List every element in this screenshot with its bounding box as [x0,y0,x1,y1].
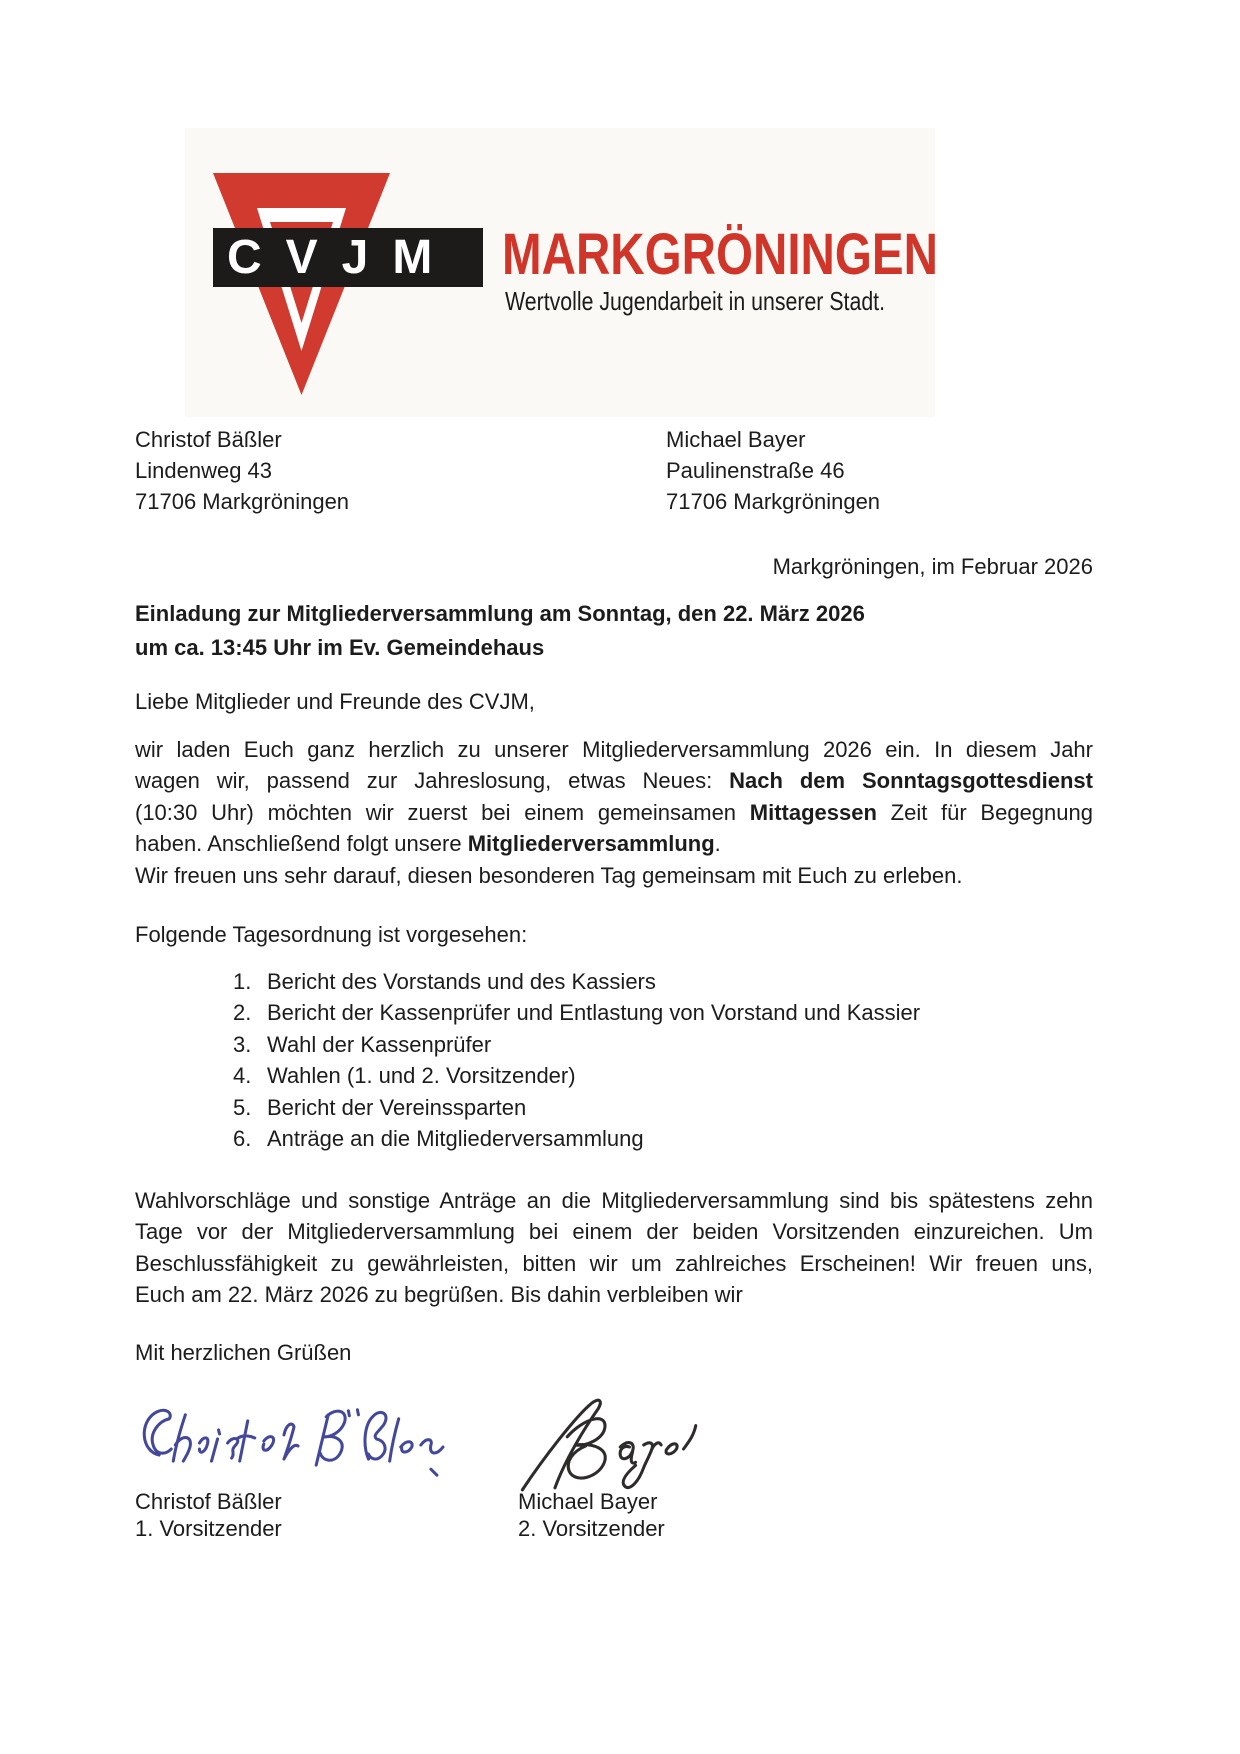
cvjm-logo [185,128,938,417]
agenda-item-text: Wahl der Kassenprüfer [267,1031,492,1057]
intro-line: (10:30 Uhr) möchten wir zuerst bei einem gemeinsamen Mittagessen Zeit für Begegnung [135,799,1093,825]
agenda-list [233,966,920,1154]
sender-address-2 [666,424,880,517]
signer-1-role: 1. Vorsitzender [135,1516,282,1541]
salutation: Liebe Mitglieder und Freunde des CVJM, [135,689,535,714]
intro-line: Wir freuen uns sehr darauf, diesen besonderen Tag gemeinsam mit Euch zu erleben. [135,862,963,888]
cvjm-acronym: CVJM [213,228,483,287]
request-line: Beschlussfähigkeit zu gewährleisten, bitten wir um zahlreiches Erscheinen! Wir freuen uns, [135,1250,1093,1276]
request-paragraph [135,1185,1093,1311]
logo-city-name: MARKGRÖNINGEN [502,222,938,287]
subject [135,597,1093,665]
agenda-item-number: 3. [233,1031,252,1057]
sender-1-name: Christof Bäßler [135,427,282,452]
agenda-item [233,997,920,1028]
intro-line: haben. Anschließend folgt unsere Mitgliederversammlung. [135,831,721,857]
agenda-item [233,966,920,997]
request-line: Wahlvorschläge und sonstige Anträge an die Mitgliederversammlung sind bis spätestens zehn [135,1188,1093,1213]
sender-1-city: 71706 Markgröningen [135,489,350,514]
signature-script-baessler [133,1390,445,1496]
agenda-item [233,1029,920,1060]
signer-1-name: Christof Bäßler [135,1489,282,1514]
agenda-item [233,1123,920,1154]
agenda-item-text: Anträge an die Mitgliederversammlung [267,1126,644,1152]
agenda-item-number: 1. [233,969,252,994]
agenda-item-number: 2. [233,1000,252,1026]
signer-2-role: 2. Vorsitzender [518,1516,665,1541]
intro-paragraph [135,734,1093,891]
agenda-item-text: Wahlen (1. und 2. Vorsitzender) [267,1063,576,1089]
signature-block-1 [135,1488,282,1542]
sender-2-name: Michael Bayer [666,427,806,452]
dateline: Markgröningen, im Februar 2026 [772,554,1093,579]
sender-1-street: Lindenweg 43 [135,458,273,483]
sender-address-1 [135,424,349,517]
signature-script-bayer [512,1396,700,1498]
agenda-item-text: Bericht der Vereinssparten [267,1094,527,1120]
agenda-item [233,1060,920,1091]
sender-2-city: 71706 Markgröningen [666,489,881,514]
sender-2-street: Paulinenstraße 46 [666,458,845,483]
agenda-item-number: 6. [233,1126,252,1152]
agenda-item-number: 4. [233,1063,252,1089]
closing-phrase: Mit herzlichen Grüßen [135,1340,352,1365]
signer-2-name: Michael Bayer [518,1489,658,1514]
subject-line-2: um ca. 13:45 Uhr im Ev. Gemeindehaus [135,635,545,660]
agenda-item-text: Bericht des Vorstands und des Kassiers [267,969,656,994]
intro-line: wagen wir, passend zur Jahreslosung, etwas Neues: Nach dem Sonntagsgottesdienst [135,768,1093,794]
signature-block-2 [518,1488,665,1542]
agenda-item-number: 5. [233,1094,252,1120]
intro-line: wir laden Euch ganz herzlich zu unserer Mitgliederversammlung 2026 ein. In diesem Jahr [135,737,1093,762]
logo-tagline: Wertvolle Jugendarbeit in unserer Stadt. [505,286,886,316]
agenda-item [233,1092,920,1123]
agenda-intro: Folgende Tagesordnung ist vorgesehen: [135,922,528,947]
agenda-item-text: Bericht der Kassenprüfer und Entlastung von Vorstand und Kassier [267,1000,921,1026]
request-line: Euch am 22. März 2026 zu begrüßen. Bis dahin verbleiben wir [135,1282,743,1308]
subject-line-1: Einladung zur Mitgliederversammlung am Sonntag, den 22. März 2026 [135,601,865,626]
request-line: Tage vor der Mitgliederversammlung bei einem der beiden Vorsitzenden einzureichen. Um [135,1219,1093,1245]
